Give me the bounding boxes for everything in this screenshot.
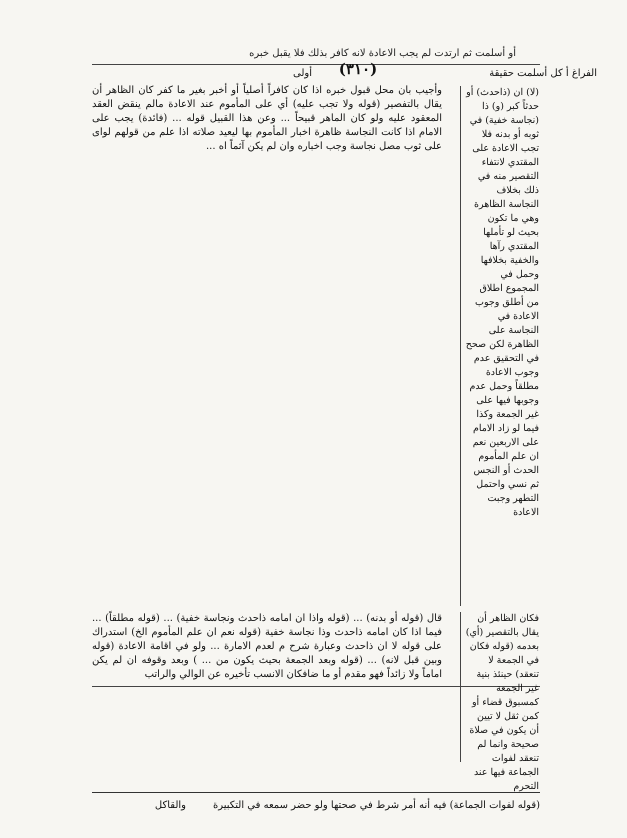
margin-text-column: (لا) ان (ذاحدث) أو حدثاً كبر (و) ذا (نجاسة خفية) في ثوبه أو بدنه فلا تجب الاعادة على المقتدي لانتفاء التقصير منه في ذلك بخلاف النجاسة الظاهرة وهي ما تكون بحيث لو تأملها المقتدي رآها والخفية بخلافها وحمل في المجموع اطلاق من أطلق وجوب الاعادة في النجاسة على الظاهرة لكن صحح في التحقيق عدم وجوب الاعادة مطلقاً وحمل عدم وجوبها فيها على غير الجمعة وكذا فيما لو زاد الامام على الاربعين نعم ان علم المأموم الحدث أو النجس ثم نسي واحتمل التطهر وجبت الاعادة	[460, 86, 539, 606]
lower-commentary-text: قال (قوله أو بدنه) ... (قوله واذا ان امامه ذاحدث ونجاسة خفية) ... (قوله مطلقاً) ... فيما اذا كان امامه ذاحدث وذا نجاسة خفية (قوله نعم ان علم المأموم الخ) استدراك على قوله لا ان ذاحدث وعبارة شرح م لعدم الامارة ... ولو في اقامة الاعادة (قوله وبين قبل لانه) ... (قوله وبعد الجمعة بحيث يكون من ... ) وبعد وقوفه ان لم يكن اماماً ولا زائداً فهو مقدم أو ما ضافكان الانسب تأخيره عن الوالي والراتب	[92, 613, 442, 680]
bottom-rule	[92, 792, 540, 793]
header-left: أولى	[293, 68, 312, 79]
footer-left: والقاكل	[154, 800, 186, 811]
main-commentary-text: وأجيب بان محل قبول خبره اذا كان كافراً أصلياً أو أخبر بغير ما كفر كان الظاهر أن يقال بالتفصير (قوله ولا تجب عليه) أي على المأموم عند الاعادة مالم ينقض العقد المعقود عليه ولو كان الماهر قبيحاً ... وعن هذا القبيل قوله ... (فائدة) يجب على الامام اذا كانت النجاسة ظاهرة اخبار المأموم بها ليعيد صلاته اذا علم من قولهم لواى على ثوب مصل نجاسة وجب اخباره وان لم يكن آثماً اه ...	[92, 85, 442, 152]
footer-main: (قوله لفوات الجماعة) فيه أنه أمر شرط في صحتها ولو حضر سمعه في التكبيرة	[212, 800, 540, 811]
top-rule	[92, 64, 540, 65]
header-right: الفراغ أ كل أسلمت حقيقة	[489, 68, 597, 79]
page-number: (٣١٠)	[338, 60, 378, 78]
lower-margin-text: فكان الظاهر أن يقال بالتقصير (أي) بعدمه (قوله فكان في الجمعة لا تنعقد) حينئذ بنية غير الجمعة كمسبوق قضاء أو كمن ثقل لا تيين أن يكون في صلاة صحيحة وانما لم تنعقد لفوات الجماعة فيها عند التحرم	[460, 612, 539, 762]
top-note: أو أسلمت ثم ارتدت لم يجب الاعادة لانه كافر بذلك فلا يقبل خبره	[249, 48, 516, 59]
